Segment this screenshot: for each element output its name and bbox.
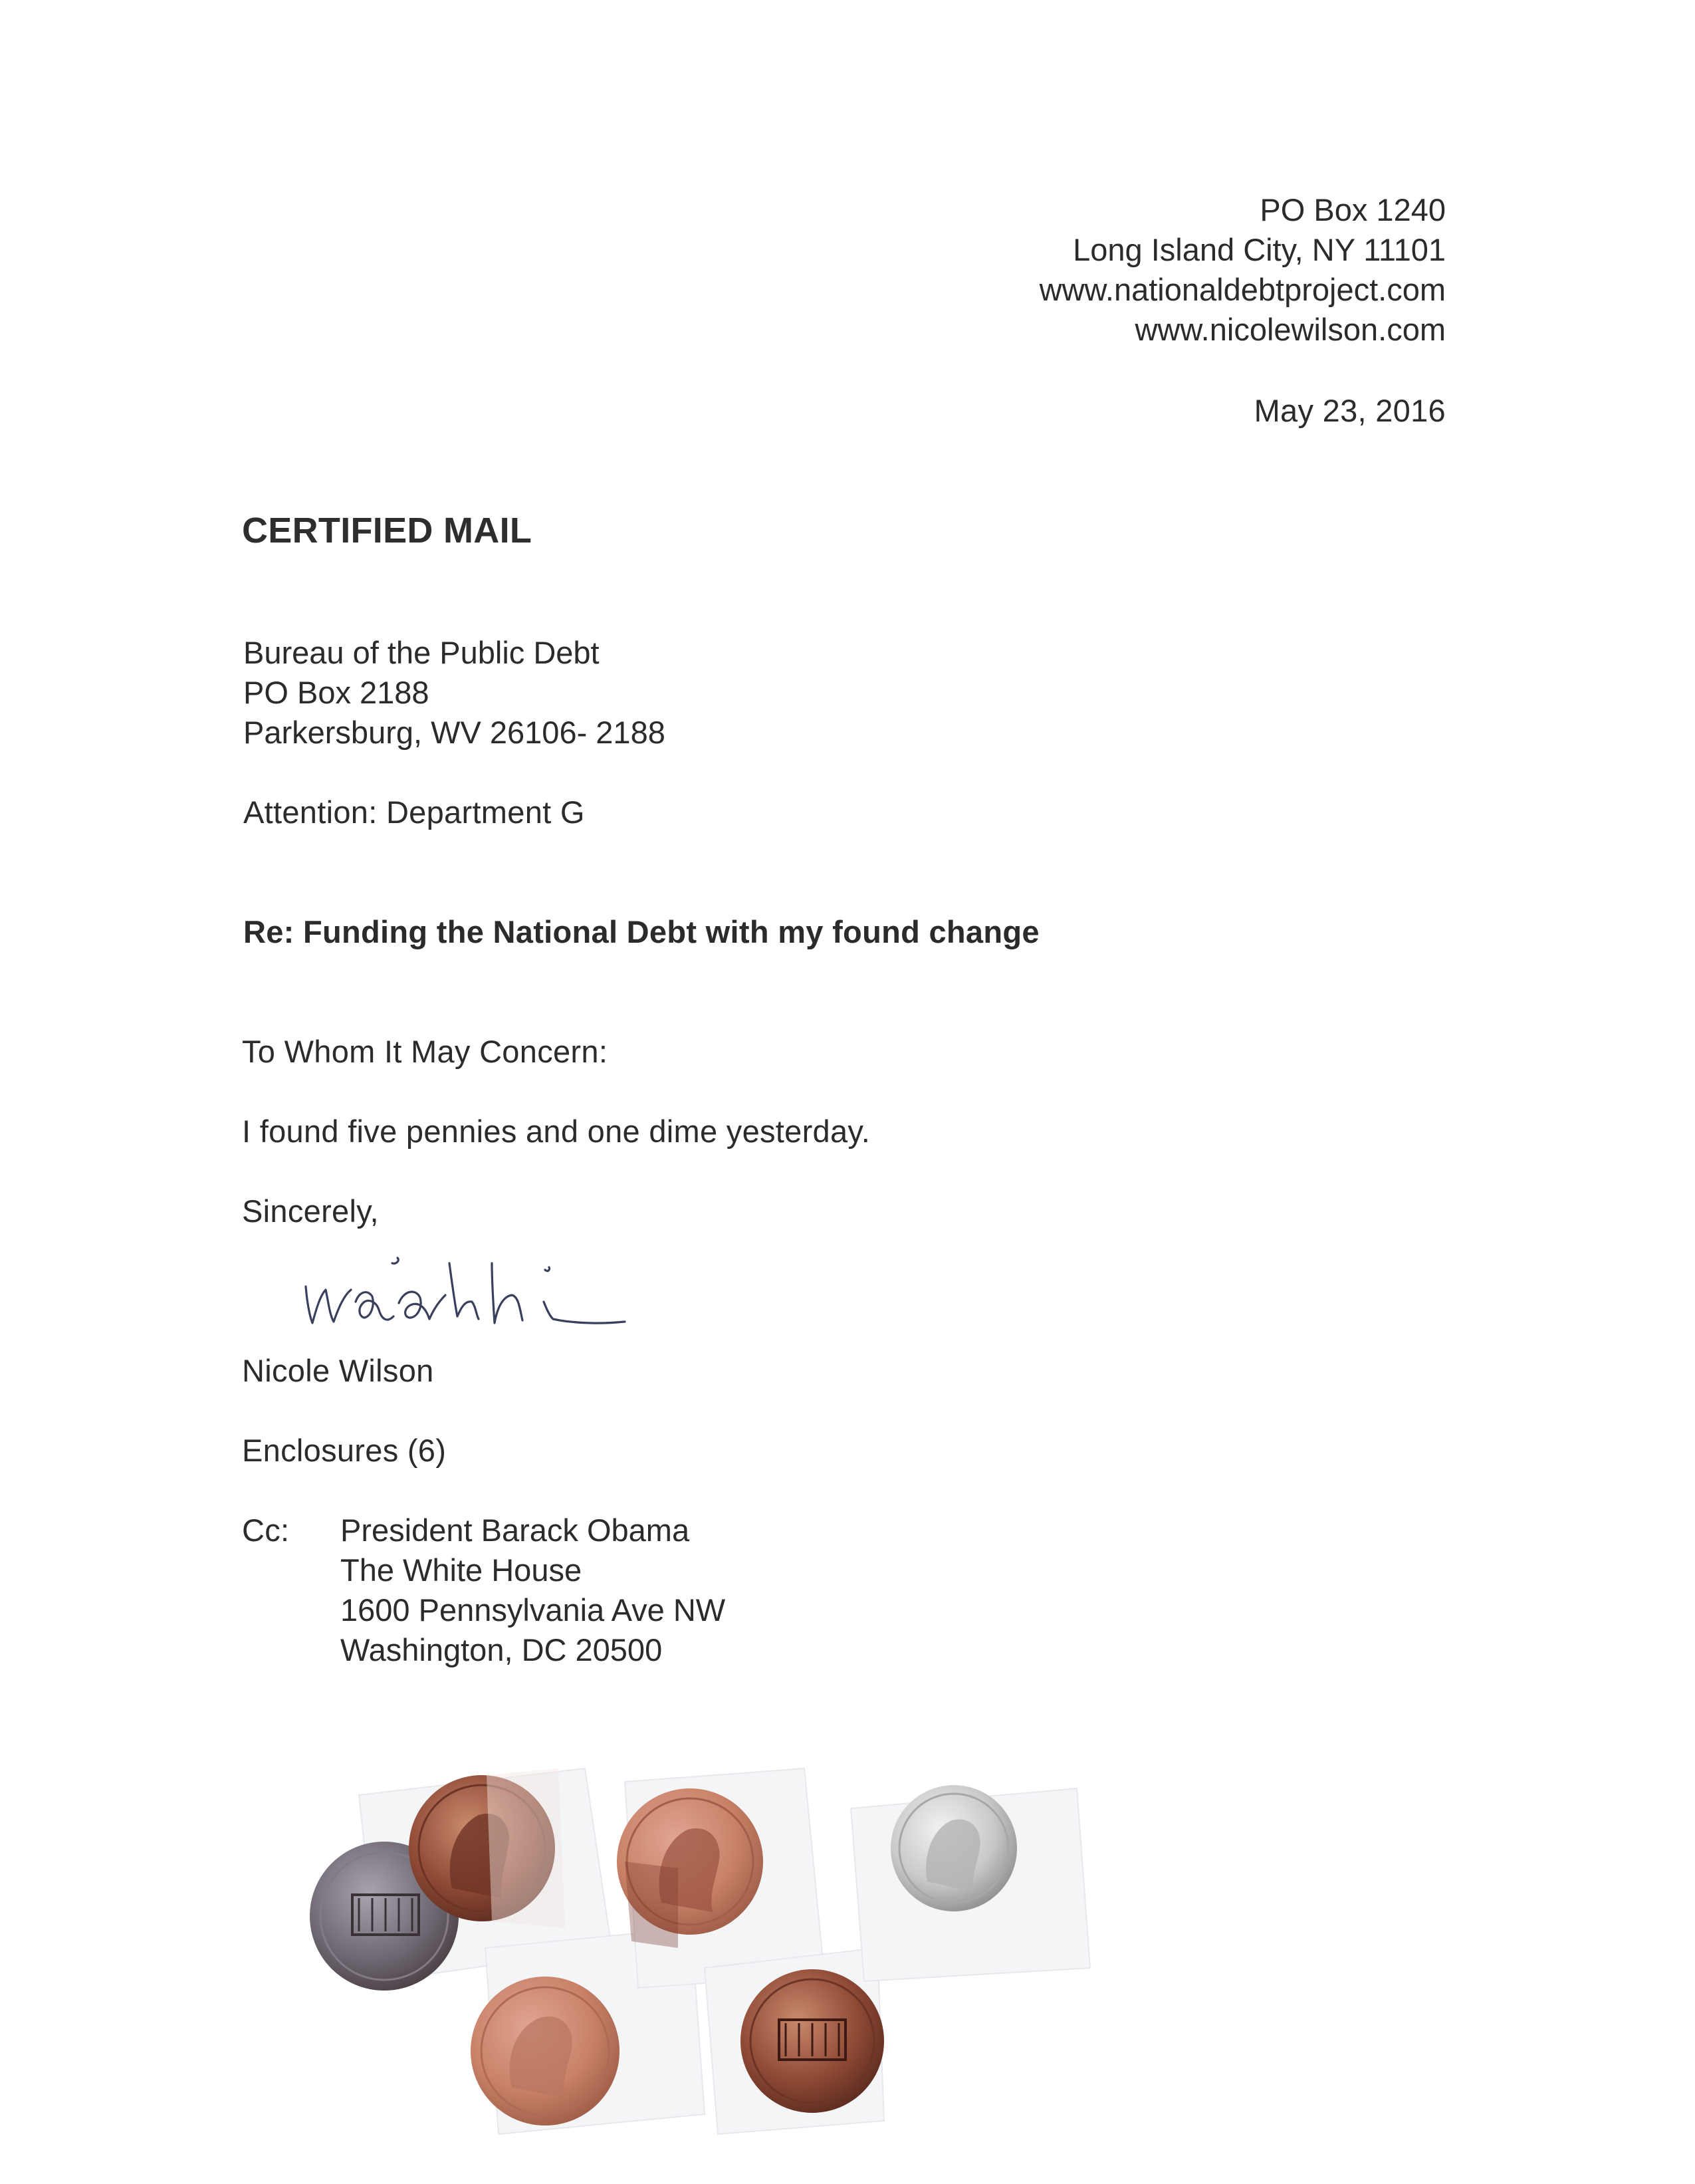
sender-address [848,190,1446,350]
taped-coins [279,1729,1103,2141]
handwritten-signature [292,1223,691,1343]
signer-name: Nicole Wilson [242,1353,434,1388]
sender-website-1: www.nationaldebtproject.com [1039,272,1446,307]
cc-name: President Barack Obama [340,1513,690,1548]
recipient-name: Bureau of the Public Debt [243,635,600,670]
closing: Sincerely, [242,1193,379,1229]
dime-coin [891,1785,1017,1911]
sender-website-2: www.nicolewilson.com [1135,312,1446,347]
cc-building: The White House [340,1552,582,1588]
sender-city: Long Island City, NY 11101 [1073,232,1446,267]
salutation: To Whom It May Concern: [242,1034,608,1069]
penny-coin [740,1969,884,2113]
recipient-city: Parkersburg, WV 26106- 2188 [243,715,665,750]
subject-line: Re: Funding the National Debt with my found change [243,914,1040,949]
recipient-po-box: PO Box 2188 [243,675,429,710]
sender-po-box: PO Box 1240 [1260,192,1446,227]
recipient-address [243,633,665,753]
attention-line: Attention: Department G [243,794,585,830]
cc-street: 1600 Pennsylvania Ave NW [340,1592,726,1628]
enclosures-line: Enclosures (6) [242,1433,447,1468]
cc-city: Washington, DC 20500 [340,1632,663,1667]
letter-date: May 23, 2016 [1254,393,1446,428]
certified-mail-heading: CERTIFIED MAIL [242,511,532,550]
cc-recipient [340,1511,725,1670]
cc-label: Cc: [242,1513,290,1548]
penny-coin [471,1977,620,2125]
body-paragraph: I found five pennies and one dime yesterday. [242,1114,871,1149]
